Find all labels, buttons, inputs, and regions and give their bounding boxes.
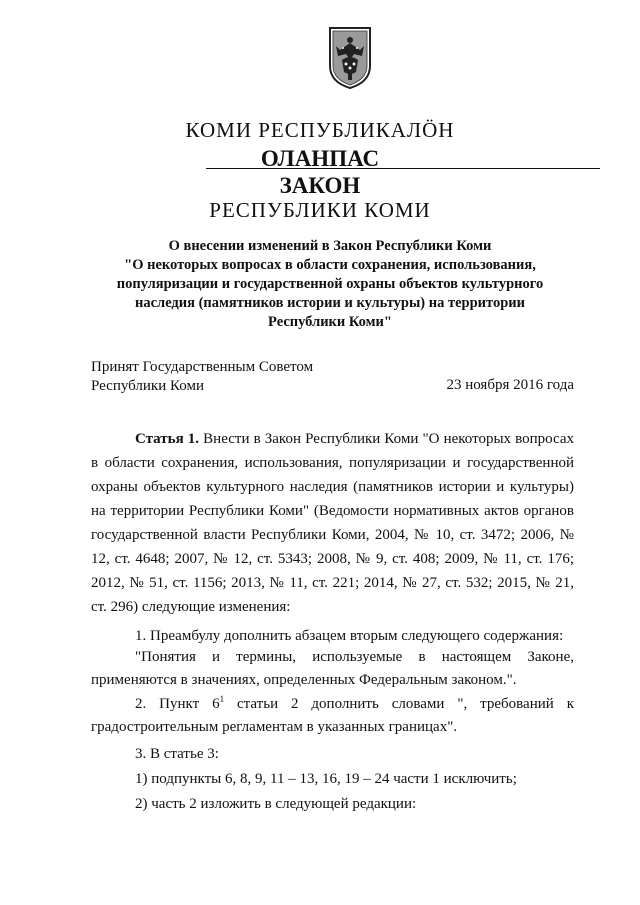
- law-title-line: О внесении изменений в Закон Республики Коми: [168, 238, 492, 254]
- item-3-sub-1: [91, 767, 574, 791]
- law-title-line: популяризации и государственной охраны объектов культурного: [116, 276, 544, 292]
- item-1-text: 1. Преамбулу дополнить абзацем вторым следующего содержания:: [135, 628, 564, 644]
- header-republic: РЕСПУБЛИКИ КОМИ: [209, 198, 431, 222]
- item-2-text-end: статьи 2 дополнить словами ", требований к градостроительным регламентам в указанных границах".: [91, 696, 574, 735]
- item-3-sub-1-text: 1) подпункты 6, 8, 9, 11 – 13, 16, 19 – 24 части 1 исключить;: [135, 771, 517, 787]
- law-title-line: "О некоторых вопросах в области сохранения, использования,: [124, 257, 536, 273]
- article-1-text: Внести в Закон Республики Коми "О некоторых вопросах в области сохранения, использования, популяризации и государственной охраны объектов культурного наследия (памятников истории и культуры) на территории Республики Коми" (Ведомости нормативных актов органов государственной власти Республики Коми, 2004, № 10, ст. 3472; 2006, № 12, ст. 4648; 2007, № 12, ст. 5343; 2008, № 9, ст. 408; 2009, № 11, ст. 176; 2012, № 51, ст. 1156; 2013, № 11, ст. 221; 2014, № 27, ст. 532; 2015, № 21, ст. 296) следующие изменения:: [91, 431, 575, 615]
- item-2-superscript: 1: [219, 694, 225, 704]
- item-3-sub-2: [91, 792, 574, 816]
- item-2-text-start: 2. Пункт 6: [135, 696, 220, 712]
- item-3: [91, 742, 574, 766]
- article-1-label: Статья 1.: [135, 431, 200, 447]
- law-title: [100, 237, 560, 332]
- coat-of-arms-emblem: [326, 26, 374, 90]
- header-komi-language: КОМИ РЕСПУБЛИКАЛӦН: [185, 118, 455, 142]
- header-law: ЗАКОН: [279, 173, 361, 198]
- adoption-line: Принят Государственным Советом: [91, 359, 314, 375]
- item-1: [91, 624, 574, 648]
- item-1-quote-text: "Понятия и термины, используемые в настоящем Законе, применяются в значениях, определенных Федеральным законом.".: [91, 649, 574, 688]
- item-1-quote: [91, 646, 574, 692]
- header-law-komi: ОЛАНПАС: [260, 146, 380, 171]
- adoption-date: 23 ноября 2016 года: [446, 377, 574, 393]
- law-title-line: наследия (памятников истории и культуры) на территории: [135, 295, 525, 311]
- item-2: [91, 693, 574, 739]
- article-1: [91, 427, 574, 619]
- law-title-line: Республики Коми": [268, 314, 392, 330]
- adoption-note: [91, 358, 313, 396]
- item-3-sub-2-text: 2) часть 2 изложить в следующей редакции:: [135, 796, 417, 812]
- adoption-line: Республики Коми: [91, 378, 204, 394]
- item-3-text: 3. В статье 3:: [135, 746, 219, 762]
- header-divider: [206, 168, 600, 169]
